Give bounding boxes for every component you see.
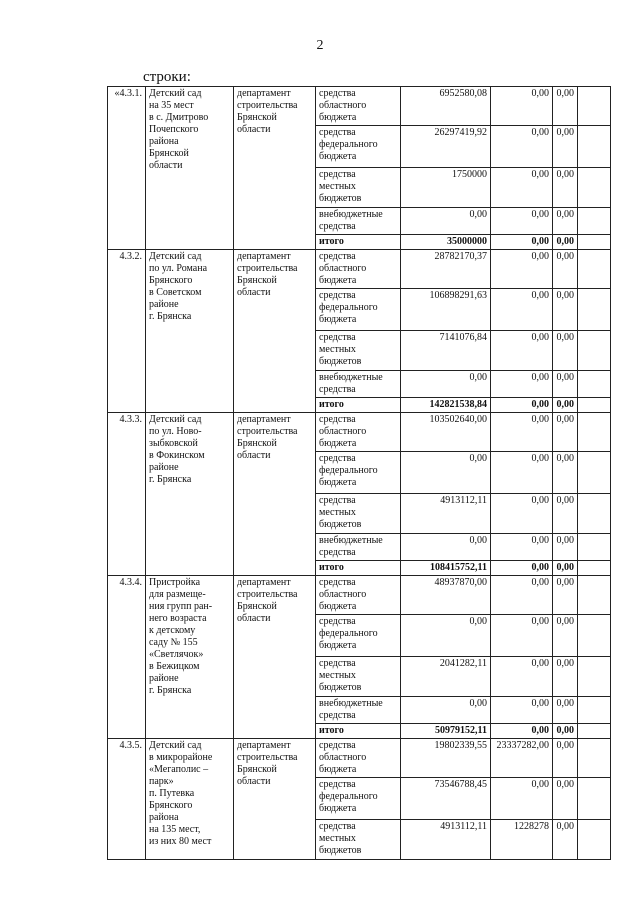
amount-v2: 0,00 — [491, 208, 553, 235]
funding-source: внебюджетные средства — [316, 208, 401, 235]
item-code: 4.3.4. — [108, 576, 146, 739]
item-code: 4.3.5. — [108, 739, 146, 860]
amount-v3: 0,00 — [553, 331, 578, 371]
empty-cell — [578, 561, 611, 576]
table-row — [108, 250, 611, 289]
amount-v1: 4913112,11 — [401, 820, 491, 860]
amount-v3: 0,00 — [553, 371, 578, 398]
empty-cell — [578, 208, 611, 235]
amount-v2: 0,00 — [491, 778, 553, 820]
empty-cell — [578, 615, 611, 657]
funding-source: средства областного бюджета — [316, 250, 401, 289]
amount-v3: 0,00 — [553, 534, 578, 561]
item-executor: департамент строительства Брянской области — [234, 87, 316, 250]
funding-source: средства местных бюджетов — [316, 331, 401, 371]
amount-v2: 0,00 — [491, 250, 553, 289]
item-name: Детский сад по ул. Романа Брянского в Советском районе г. Брянска — [146, 250, 234, 413]
funding-source: итого — [316, 235, 401, 250]
amount-v2: 0,00 — [491, 289, 553, 331]
amount-v3: 0,00 — [553, 452, 578, 494]
item-name: Детский сад на 35 мест в с. Дмитрово Почепского района Брянской области — [146, 87, 234, 250]
funding-source: итого — [316, 724, 401, 739]
budget-table — [107, 86, 611, 860]
amount-v2: 1228278 — [491, 820, 553, 860]
funding-source: средства местных бюджетов — [316, 820, 401, 860]
empty-cell — [578, 371, 611, 398]
amount-v3: 0,00 — [553, 87, 578, 126]
funding-source: средства федерального бюджета — [316, 289, 401, 331]
empty-cell — [578, 452, 611, 494]
item-code: 4.3.2. — [108, 250, 146, 413]
empty-cell — [578, 398, 611, 413]
amount-v1: 0,00 — [401, 452, 491, 494]
amount-v3: 0,00 — [553, 615, 578, 657]
funding-source: внебюджетные средства — [316, 371, 401, 398]
empty-cell — [578, 697, 611, 724]
empty-cell — [578, 657, 611, 697]
amount-v3: 0,00 — [553, 126, 578, 168]
amount-v2: 0,00 — [491, 413, 553, 452]
amount-v3: 0,00 — [553, 235, 578, 250]
amount-v3: 0,00 — [553, 657, 578, 697]
amount-v2: 0,00 — [491, 87, 553, 126]
empty-cell — [578, 250, 611, 289]
amount-v3: 0,00 — [553, 739, 578, 778]
amount-v1: 0,00 — [401, 697, 491, 724]
amount-v2: 0,00 — [491, 615, 553, 657]
amount-v3: 0,00 — [553, 398, 578, 413]
amount-v3: 0,00 — [553, 697, 578, 724]
amount-v3: 0,00 — [553, 820, 578, 860]
amount-v2: 0,00 — [491, 235, 553, 250]
amount-v3: 0,00 — [553, 289, 578, 331]
amount-v2: 0,00 — [491, 724, 553, 739]
amount-v2: 0,00 — [491, 331, 553, 371]
funding-source: итого — [316, 561, 401, 576]
amount-v1: 0,00 — [401, 534, 491, 561]
empty-cell — [578, 820, 611, 860]
amount-v2: 0,00 — [491, 398, 553, 413]
amount-v2: 0,00 — [491, 452, 553, 494]
amount-v1: 48937870,00 — [401, 576, 491, 615]
empty-cell — [578, 289, 611, 331]
amount-v1: 0,00 — [401, 615, 491, 657]
amount-v1: 142821538,84 — [401, 398, 491, 413]
amount-v2: 0,00 — [491, 494, 553, 534]
item-executor: департамент строительства Брянской области — [234, 576, 316, 739]
item-executor: департамент строительства Брянской области — [234, 413, 316, 576]
empty-cell — [578, 739, 611, 778]
amount-v3: 0,00 — [553, 494, 578, 534]
funding-source: средства местных бюджетов — [316, 657, 401, 697]
funding-source: средства федерального бюджета — [316, 452, 401, 494]
amount-v1: 0,00 — [401, 208, 491, 235]
empty-cell — [578, 126, 611, 168]
funding-source: средства местных бюджетов — [316, 168, 401, 208]
amount-v1: 7141076,84 — [401, 331, 491, 371]
funding-source: средства федерального бюджета — [316, 126, 401, 168]
amount-v1: 6952580,08 — [401, 87, 491, 126]
amount-v1: 2041282,11 — [401, 657, 491, 697]
amount-v1: 35000000 — [401, 235, 491, 250]
amount-v1: 103502640,00 — [401, 413, 491, 452]
empty-cell — [578, 534, 611, 561]
item-executor: департамент строительства Брянской области — [234, 739, 316, 860]
amount-v2: 0,00 — [491, 576, 553, 615]
amount-v2: 0,00 — [491, 657, 553, 697]
empty-cell — [578, 576, 611, 615]
amount-v1: 28782170,37 — [401, 250, 491, 289]
table-row — [108, 87, 611, 126]
amount-v3: 0,00 — [553, 208, 578, 235]
amount-v2: 0,00 — [491, 168, 553, 208]
empty-cell — [578, 494, 611, 534]
amount-v1: 26297419,92 — [401, 126, 491, 168]
funding-source: средства областного бюджета — [316, 413, 401, 452]
amount-v3: 0,00 — [553, 724, 578, 739]
table-row — [108, 413, 611, 452]
empty-cell — [578, 724, 611, 739]
amount-v2: 0,00 — [491, 126, 553, 168]
empty-cell — [578, 235, 611, 250]
amount-v1: 0,00 — [401, 371, 491, 398]
empty-cell — [578, 778, 611, 820]
amount-v1: 50979152,11 — [401, 724, 491, 739]
funding-source: внебюджетные средства — [316, 697, 401, 724]
funding-source: средства федерального бюджета — [316, 615, 401, 657]
empty-cell — [578, 168, 611, 208]
amount-v2: 0,00 — [491, 561, 553, 576]
amount-v3: 0,00 — [553, 576, 578, 615]
amount-v3: 0,00 — [553, 250, 578, 289]
amount-v1: 106898291,63 — [401, 289, 491, 331]
amount-v3: 0,00 — [553, 413, 578, 452]
funding-source: средства областного бюджета — [316, 739, 401, 778]
funding-source: итого — [316, 398, 401, 413]
amount-v2: 0,00 — [491, 697, 553, 724]
item-name: Пристройка для размеще- ния групп ран- него возраста к детскому саду № 155 «Светлячок» в Бежицком районе г. Брянска — [146, 576, 234, 739]
amount-v3: 0,00 — [553, 168, 578, 208]
item-name: Детский сад в микрорайоне «Мегаполис – парк» п. Путевка Брянского района на 135 мест, из них 80 мест — [146, 739, 234, 860]
amount-v1: 19802339,55 — [401, 739, 491, 778]
funding-source: средства областного бюджета — [316, 576, 401, 615]
item-code: 4.3.3. — [108, 413, 146, 576]
amount-v1: 4913112,11 — [401, 494, 491, 534]
empty-cell — [578, 331, 611, 371]
table-row — [108, 739, 611, 778]
amount-v1: 108415752,11 — [401, 561, 491, 576]
page-number: 2 — [316, 38, 324, 53]
empty-cell — [578, 87, 611, 126]
amount-v3: 0,00 — [553, 561, 578, 576]
item-code: «4.3.1. — [108, 87, 146, 250]
funding-source: средства областного бюджета — [316, 87, 401, 126]
amount-v1: 73546788,45 — [401, 778, 491, 820]
table-row — [108, 576, 611, 615]
amount-v1: 1750000 — [401, 168, 491, 208]
amount-v2: 23337282,00 — [491, 739, 553, 778]
funding-source: внебюджетные средства — [316, 534, 401, 561]
amount-v2: 0,00 — [491, 534, 553, 561]
empty-cell — [578, 413, 611, 452]
table-body — [108, 87, 611, 860]
item-name: Детский сад по ул. Ново- зыбковской в Фокинском районе г. Брянска — [146, 413, 234, 576]
item-executor: департамент строительства Брянской области — [234, 250, 316, 413]
funding-source: средства местных бюджетов — [316, 494, 401, 534]
amount-v2: 0,00 — [491, 371, 553, 398]
funding-source: средства федерального бюджета — [316, 778, 401, 820]
lead-text: строки: — [143, 69, 191, 85]
amount-v3: 0,00 — [553, 778, 578, 820]
